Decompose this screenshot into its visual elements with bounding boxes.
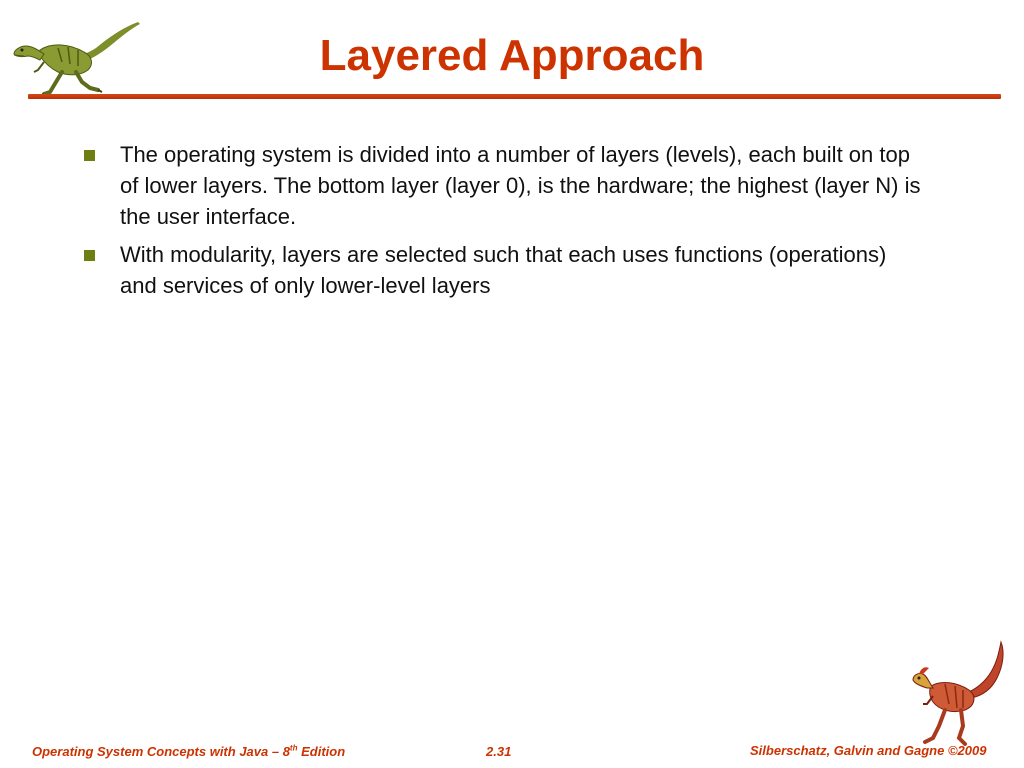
footer-book-title-prefix: Operating System Concepts with Java – 8 (32, 744, 290, 759)
square-bullet-icon (84, 150, 95, 161)
slide-title: Layered Approach (319, 31, 705, 80)
footer-book-title-sup: th (289, 743, 298, 753)
bullet-item (84, 239, 924, 301)
slide-number: 2.31 (486, 744, 512, 759)
bullet-list (84, 139, 924, 308)
bullet-item (84, 139, 924, 232)
footer-book-title (32, 744, 345, 759)
title-divider (28, 94, 1001, 99)
square-bullet-icon (84, 250, 95, 261)
bullet-text: The operating system is divided into a number of layers (levels), each built on top of lower layers. The bottom layer (layer 0), is the hardware; the highest (layer N) is the user interface. (120, 142, 921, 229)
red-dinosaur-icon (905, 638, 1009, 748)
bullet-text: With modularity, layers are selected such that each uses functions (operations) and services of only lower-level layers (120, 242, 887, 298)
footer-copyright: Silberschatz, Galvin and Gagne ©2009 (750, 743, 987, 758)
footer-book-title-suffix: Edition (297, 744, 346, 759)
